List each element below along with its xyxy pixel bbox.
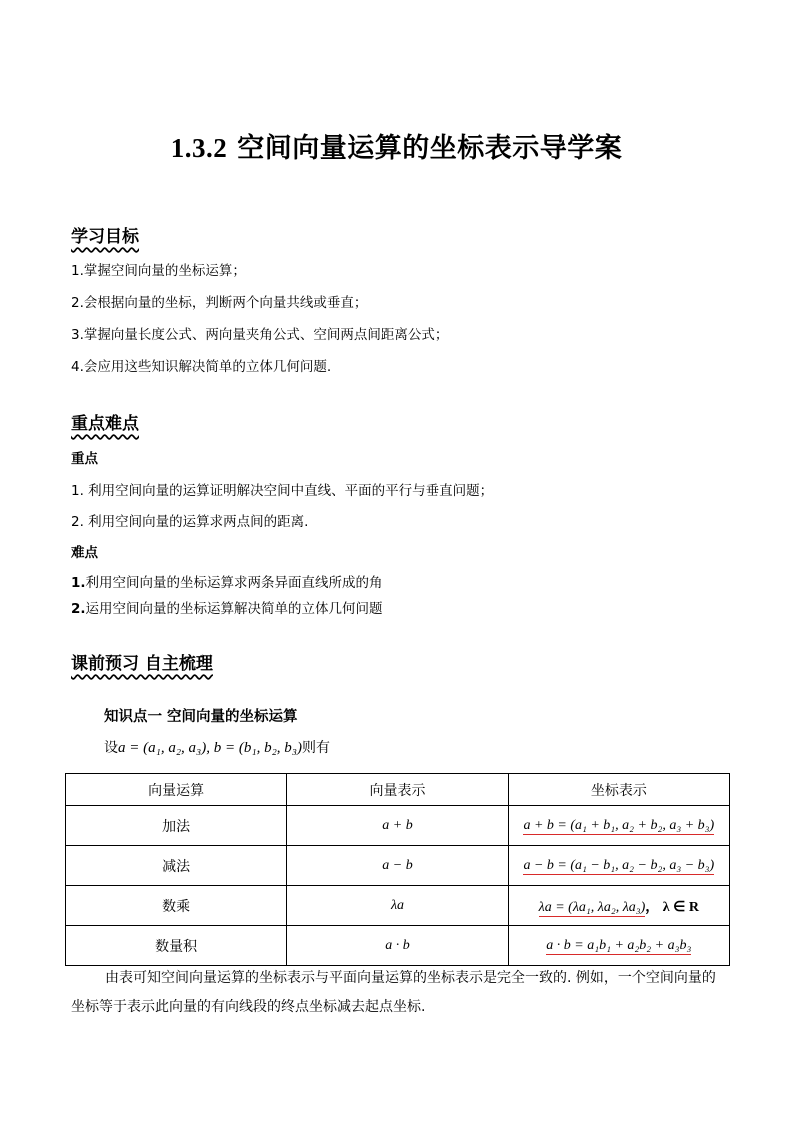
goals-heading: 学习目标 <box>71 227 139 247</box>
operations-table <box>65 773 730 966</box>
table-row <box>66 806 730 846</box>
goal-item: 2.会根据向量的坐标，判断两个向量共线或垂直； <box>71 295 368 311</box>
header-operation: 向量运算 <box>66 774 287 806</box>
cell-operation: 数乘 <box>66 886 287 926</box>
preview-heading: 课前预习 自主梳理 <box>71 654 213 674</box>
header-representation: 向量表示 <box>287 774 508 806</box>
difficulty-item <box>71 597 383 617</box>
cell-representation: a − b <box>287 846 508 886</box>
cell-representation: a + b <box>287 806 508 846</box>
difficulty-item-num: 2. <box>71 601 86 617</box>
cell-coordinate <box>508 886 729 926</box>
setup-prefix: 设 <box>104 740 118 756</box>
page-title <box>0 126 793 165</box>
header-coordinate: 坐标表示 <box>508 774 729 806</box>
goal-item: 4.会应用这些知识解决简单的立体几何问题. <box>71 359 332 375</box>
paragraph-text: 由表可知空间向量运算的坐标表示与平面向量运算的坐标表示是完全一致的. 例如，一个空间向量的坐标等于表示此向量的有向线段的终点坐标减去起点坐标. <box>71 970 716 1015</box>
setup-suffix: 则有 <box>302 740 331 756</box>
cell-representation: a · b <box>287 926 508 966</box>
table-header-row <box>66 774 730 806</box>
focus-label: 重点 <box>71 451 98 467</box>
goal-item: 1.掌握空间向量的坐标运算； <box>71 263 246 279</box>
focus-item: 1. 利用空间向量的运算证明解决空间中直线、平面的平行与垂直问题； <box>71 483 494 499</box>
coordinate-formula: a − b = (a₁ − b₁, a₂ − b₂, a₃ − b₃) <box>523 857 715 873</box>
goal-item: 3.掌握向量长度公式、两向量夹角公式、空间两点间距离公式； <box>71 327 449 343</box>
cell-coordinate <box>508 846 729 886</box>
cell-operation: 数量积 <box>66 926 287 966</box>
cell-operation: 加法 <box>66 806 287 846</box>
table-row <box>66 886 730 926</box>
knowledge-point-title: 知识点一 空间向量的坐标运算 <box>104 709 298 725</box>
setup-line <box>104 737 330 757</box>
difficulty-item-text: 利用空间向量的坐标运算求两条异面直线所成的角 <box>85 575 383 591</box>
difficulty-item-text: 运用空间向量的坐标运算解决简单的立体几何问题 <box>85 601 383 617</box>
title-number: 1.3.2 <box>170 133 228 163</box>
title-text: 空间向量运算的坐标表示导学案 <box>237 133 623 164</box>
table-row <box>66 846 730 886</box>
coordinate-formula: a + b = (a₁ + b₁, a₂ + b₂, a₃ + b₃) <box>523 817 715 833</box>
difficulty-item <box>71 571 383 591</box>
coordinate-extra: ， λ ∈ R <box>645 899 699 915</box>
cell-coordinate <box>508 806 729 846</box>
explanation-paragraph <box>71 964 726 1022</box>
setup-formula: a = (a₁, a₂, a₃), b = (b₁, b₂, b₃) <box>118 740 303 756</box>
table-row <box>66 926 730 966</box>
coordinate-formula: a · b = a₁b₁ + a₂b₂ + a₃b₃ <box>546 937 692 953</box>
cell-representation: λa <box>287 886 508 926</box>
focus-item: 2. 利用空间向量的运算求两点间的距离. <box>71 514 309 530</box>
keypoints-heading: 重点难点 <box>71 414 139 434</box>
difficulty-item-num: 1. <box>71 575 86 591</box>
difficulty-label: 难点 <box>71 545 98 561</box>
cell-coordinate <box>508 926 729 966</box>
cell-operation: 减法 <box>66 846 287 886</box>
coordinate-formula: λa = (λa₁, λa₂, λa₃) <box>538 899 646 915</box>
